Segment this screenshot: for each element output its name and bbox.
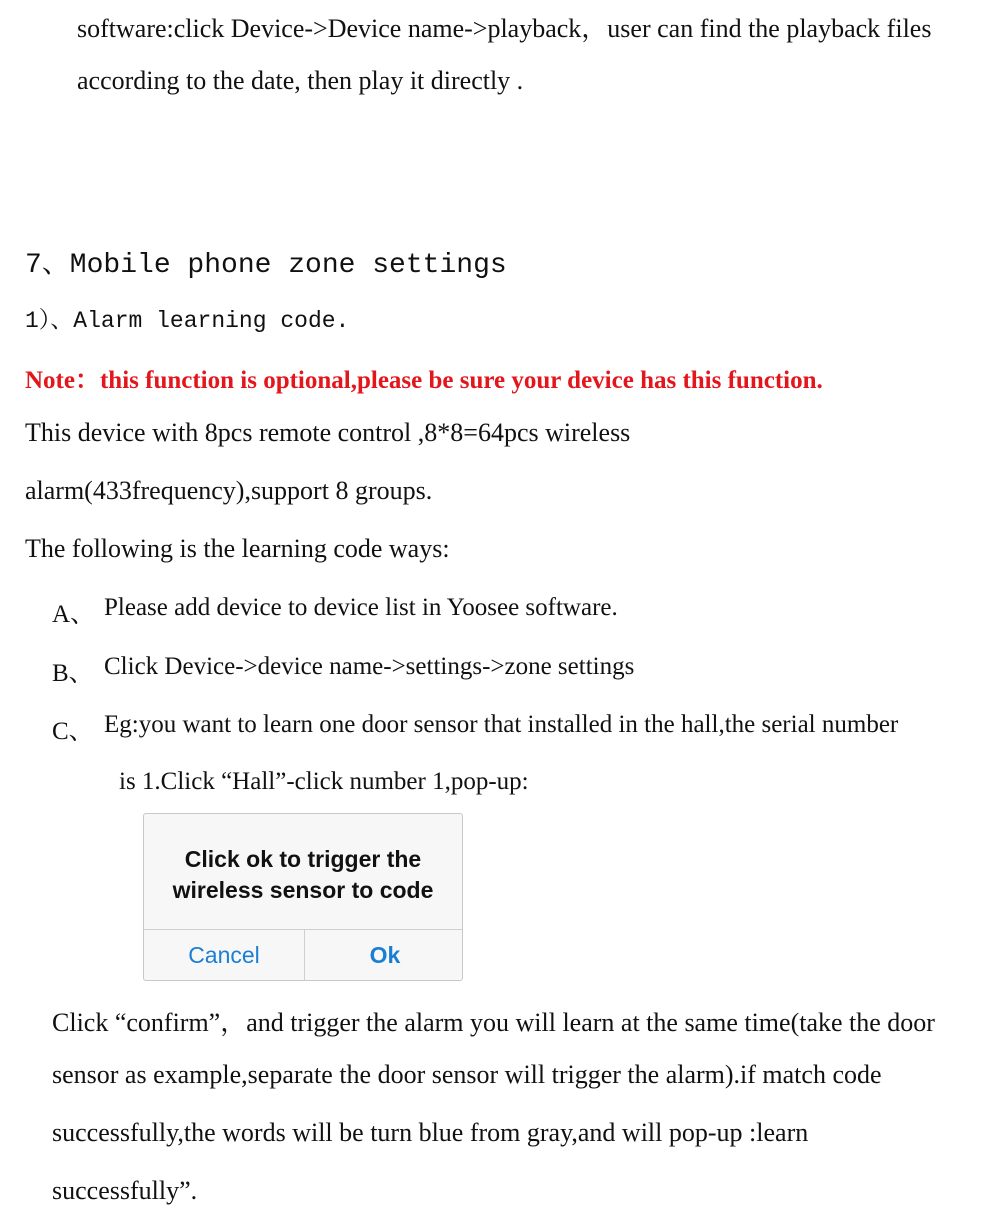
- list-marker: A、: [52, 601, 96, 628]
- list-marker: B、: [52, 660, 94, 687]
- body-line-1: This device with 8pcs remote control ,8*8=64pcs wireless: [25, 418, 631, 447]
- closing-line-1: Click “confirm”，and trigger the alarm you will learn at the same time(take the door: [52, 1008, 935, 1037]
- list-item-continuation: is 1.Click “Hall”-click number 1,pop-up:: [119, 768, 529, 795]
- body-line-2: alarm(433frequency),support 8 groups.: [25, 476, 433, 505]
- note-text: Note：this function is optional,please be sure your device has this function.: [25, 367, 823, 394]
- section-title: 7、Mobile phone zone settings: [25, 250, 507, 281]
- closing-line-4: successfully”.: [52, 1176, 198, 1205]
- dialog-message-line-2: wireless sensor to code: [172, 877, 434, 903]
- closing-line-2: sensor as example,separate the door sensor will trigger the alarm).if match code: [52, 1060, 882, 1089]
- list-item-text: Click Device->device name->settings->zone settings: [104, 653, 635, 680]
- ok-button[interactable]: Ok: [369, 942, 401, 968]
- intro-line-1: software:click Device->Device name->playback，user can find the playback files: [77, 14, 932, 43]
- section-subtitle: 1）、Alarm learning code.: [25, 308, 350, 334]
- body-line-3: The following is the learning code ways:: [25, 534, 450, 563]
- trigger-sensor-dialog: [143, 813, 463, 981]
- cancel-button[interactable]: Cancel: [188, 942, 260, 968]
- dialog-message: [144, 844, 462, 906]
- closing-line-3: successfully,the words will be turn blue from gray,and will pop-up :learn: [52, 1118, 809, 1147]
- list-item-text: Eg:you want to learn one door sensor that installed in the hall,the serial number: [104, 711, 899, 738]
- dialog-message-line-1: Click ok to trigger the: [184, 846, 422, 872]
- list-item-text: Please add device to device list in Yoosee software.: [104, 594, 618, 621]
- intro-line-2: according to the date, then play it directly .: [77, 66, 524, 95]
- list-marker: C、: [52, 718, 94, 745]
